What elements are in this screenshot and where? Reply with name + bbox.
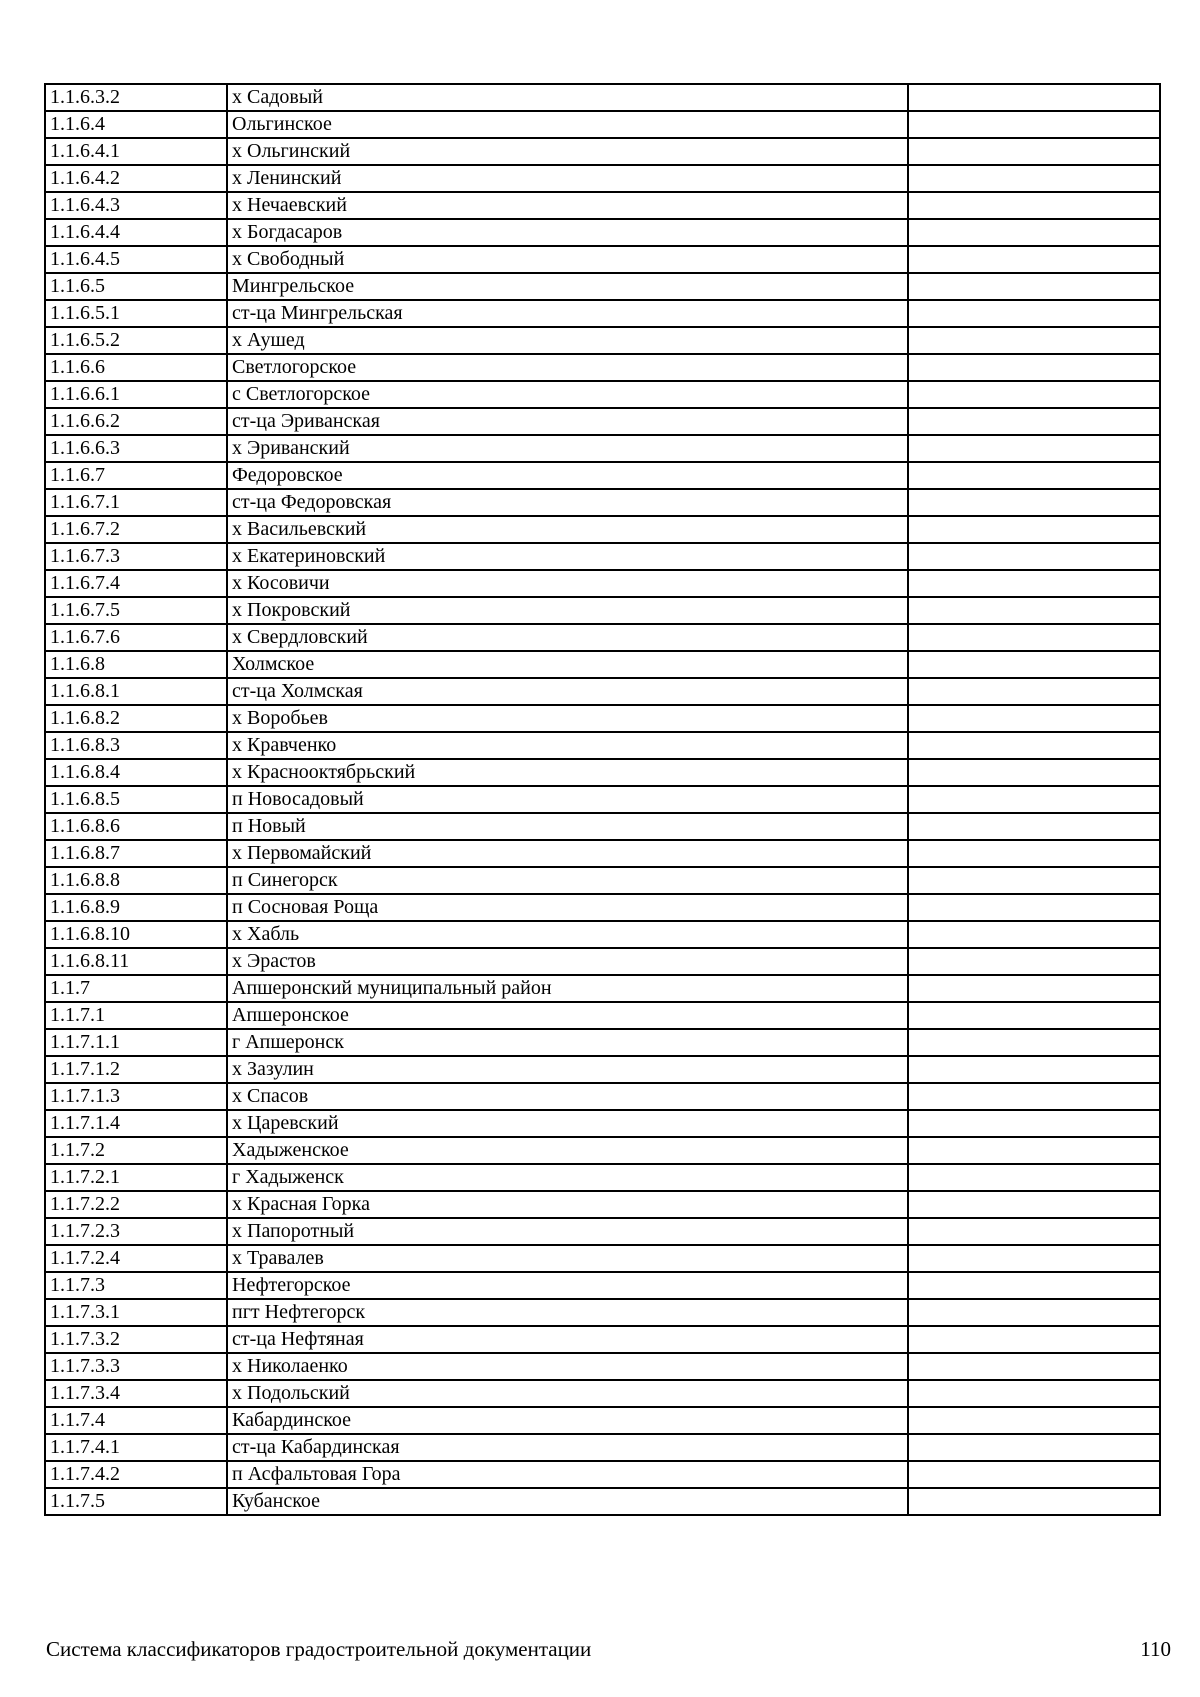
name-cell: х Папоротный xyxy=(227,1218,908,1245)
empty-cell xyxy=(908,705,1160,732)
code-cell: 1.1.6.8.6 xyxy=(45,813,227,840)
code-cell: 1.1.6.8.3 xyxy=(45,732,227,759)
table-row xyxy=(45,111,1160,138)
empty-cell xyxy=(908,678,1160,705)
table-row xyxy=(45,381,1160,408)
footer-document-title: Система классификаторов градостроительной документации xyxy=(46,1637,592,1661)
code-cell: 1.1.7.2 xyxy=(45,1137,227,1164)
code-cell: 1.1.6.7 xyxy=(45,462,227,489)
code-cell: 1.1.7 xyxy=(45,975,227,1002)
empty-cell xyxy=(908,192,1160,219)
table-row xyxy=(45,516,1160,543)
name-cell: х Екатериновский xyxy=(227,543,908,570)
empty-cell xyxy=(908,948,1160,975)
table-row xyxy=(45,1056,1160,1083)
name-cell: х Свободный xyxy=(227,246,908,273)
empty-cell xyxy=(908,300,1160,327)
code-cell: 1.1.6.4.3 xyxy=(45,192,227,219)
code-cell: 1.1.7.4.1 xyxy=(45,1434,227,1461)
table-row xyxy=(45,1326,1160,1353)
name-cell: ст-ца Федоровская xyxy=(227,489,908,516)
code-cell: 1.1.7.2.3 xyxy=(45,1218,227,1245)
code-cell: 1.1.6.6.1 xyxy=(45,381,227,408)
name-cell: х Садовый xyxy=(227,84,908,111)
empty-cell xyxy=(908,354,1160,381)
empty-cell xyxy=(908,1461,1160,1488)
name-cell: х Зазулин xyxy=(227,1056,908,1083)
name-cell: Нефтегорское xyxy=(227,1272,908,1299)
table-row xyxy=(45,921,1160,948)
code-cell: 1.1.6.7.5 xyxy=(45,597,227,624)
table-row xyxy=(45,759,1160,786)
code-cell: 1.1.6.6.2 xyxy=(45,408,227,435)
empty-cell xyxy=(908,1272,1160,1299)
empty-cell xyxy=(908,840,1160,867)
table-row xyxy=(45,246,1160,273)
code-cell: 1.1.7.1.1 xyxy=(45,1029,227,1056)
empty-cell xyxy=(908,867,1160,894)
empty-cell xyxy=(908,1218,1160,1245)
empty-cell xyxy=(908,597,1160,624)
name-cell: х Эриванский xyxy=(227,435,908,462)
name-cell: х Царевский xyxy=(227,1110,908,1137)
page-number: 110 xyxy=(1140,1637,1171,1661)
code-cell: 1.1.6.5.1 xyxy=(45,300,227,327)
code-cell: 1.1.6.8.2 xyxy=(45,705,227,732)
name-cell: х Нечаевский xyxy=(227,192,908,219)
code-cell: 1.1.6.8 xyxy=(45,651,227,678)
table-row xyxy=(45,840,1160,867)
empty-cell xyxy=(908,543,1160,570)
code-cell: 1.1.6.8.4 xyxy=(45,759,227,786)
name-cell: г Апшеронск xyxy=(227,1029,908,1056)
empty-cell xyxy=(908,786,1160,813)
table-row xyxy=(45,1137,1160,1164)
name-cell: х Богдасаров xyxy=(227,219,908,246)
name-cell: х Свердловский xyxy=(227,624,908,651)
table-row xyxy=(45,813,1160,840)
code-cell: 1.1.7.2.1 xyxy=(45,1164,227,1191)
table-row xyxy=(45,570,1160,597)
table-row xyxy=(45,1299,1160,1326)
table-row xyxy=(45,1353,1160,1380)
name-cell: ст-ца Эриванская xyxy=(227,408,908,435)
name-cell: п Синегорск xyxy=(227,867,908,894)
table-row xyxy=(45,192,1160,219)
empty-cell xyxy=(908,1191,1160,1218)
code-cell: 1.1.7.4.2 xyxy=(45,1461,227,1488)
table-row xyxy=(45,300,1160,327)
code-cell: 1.1.7.3.4 xyxy=(45,1380,227,1407)
code-cell: 1.1.6.8.9 xyxy=(45,894,227,921)
table-row xyxy=(45,867,1160,894)
empty-cell xyxy=(908,1380,1160,1407)
name-cell: п Новый xyxy=(227,813,908,840)
name-cell: х Васильевский xyxy=(227,516,908,543)
code-cell: 1.1.6.4.2 xyxy=(45,165,227,192)
name-cell: Мингрельское xyxy=(227,273,908,300)
name-cell: Холмское xyxy=(227,651,908,678)
code-cell: 1.1.7.3 xyxy=(45,1272,227,1299)
table-row xyxy=(45,435,1160,462)
code-cell: 1.1.6.6 xyxy=(45,354,227,381)
code-cell: 1.1.6.3.2 xyxy=(45,84,227,111)
empty-cell xyxy=(908,921,1160,948)
table-row xyxy=(45,1110,1160,1137)
name-cell: с Светлогорское xyxy=(227,381,908,408)
name-cell: Кабардинское xyxy=(227,1407,908,1434)
code-cell: 1.1.6.7.2 xyxy=(45,516,227,543)
code-cell: 1.1.7.4 xyxy=(45,1407,227,1434)
code-cell: 1.1.7.1.2 xyxy=(45,1056,227,1083)
empty-cell xyxy=(908,489,1160,516)
name-cell: ст-ца Нефтяная xyxy=(227,1326,908,1353)
code-cell: 1.1.6.4 xyxy=(45,111,227,138)
code-cell: 1.1.7.2.4 xyxy=(45,1245,227,1272)
table-row xyxy=(45,84,1160,111)
table-row xyxy=(45,543,1160,570)
empty-cell xyxy=(908,1353,1160,1380)
name-cell: х Хабль xyxy=(227,921,908,948)
name-cell: х Покровский xyxy=(227,597,908,624)
empty-cell xyxy=(908,246,1160,273)
name-cell: х Ленинский xyxy=(227,165,908,192)
table-row xyxy=(45,1191,1160,1218)
code-cell: 1.1.6.5 xyxy=(45,273,227,300)
table-row xyxy=(45,138,1160,165)
table-row xyxy=(45,786,1160,813)
name-cell: х Первомайский xyxy=(227,840,908,867)
empty-cell xyxy=(908,759,1160,786)
empty-cell xyxy=(908,813,1160,840)
empty-cell xyxy=(908,84,1160,111)
name-cell: Федоровское xyxy=(227,462,908,489)
classifier-table xyxy=(44,83,1161,1516)
name-cell: Апшеронское xyxy=(227,1002,908,1029)
table-row xyxy=(45,1380,1160,1407)
code-cell: 1.1.7.1.3 xyxy=(45,1083,227,1110)
table-row xyxy=(45,1272,1160,1299)
name-cell: х Николаенко xyxy=(227,1353,908,1380)
table-row xyxy=(45,1407,1160,1434)
name-cell: ст-ца Мингрельская xyxy=(227,300,908,327)
name-cell: п Асфальтовая Гора xyxy=(227,1461,908,1488)
code-cell: 1.1.6.7.6 xyxy=(45,624,227,651)
table-row xyxy=(45,327,1160,354)
table-row xyxy=(45,894,1160,921)
empty-cell xyxy=(908,327,1160,354)
code-cell: 1.1.7.1 xyxy=(45,1002,227,1029)
empty-cell xyxy=(908,1299,1160,1326)
code-cell: 1.1.6.7.3 xyxy=(45,543,227,570)
empty-cell xyxy=(908,624,1160,651)
empty-cell xyxy=(908,732,1160,759)
name-cell: Ольгинское xyxy=(227,111,908,138)
table-row xyxy=(45,975,1160,1002)
empty-cell xyxy=(908,651,1160,678)
table-row xyxy=(45,219,1160,246)
name-cell: п Сосновая Роща xyxy=(227,894,908,921)
name-cell: х Травалев xyxy=(227,1245,908,1272)
code-cell: 1.1.6.8.1 xyxy=(45,678,227,705)
empty-cell xyxy=(908,1110,1160,1137)
table-row xyxy=(45,165,1160,192)
code-cell: 1.1.6.7.1 xyxy=(45,489,227,516)
code-cell: 1.1.6.4.4 xyxy=(45,219,227,246)
empty-cell xyxy=(908,165,1160,192)
classifier-table-body xyxy=(45,84,1160,1515)
code-cell: 1.1.6.8.11 xyxy=(45,948,227,975)
empty-cell xyxy=(908,381,1160,408)
name-cell: г Хадыженск xyxy=(227,1164,908,1191)
name-cell: ст-ца Холмская xyxy=(227,678,908,705)
name-cell: х Спасов xyxy=(227,1083,908,1110)
empty-cell xyxy=(908,1488,1160,1515)
code-cell: 1.1.7.3.3 xyxy=(45,1353,227,1380)
code-cell: 1.1.6.4.1 xyxy=(45,138,227,165)
code-cell: 1.1.6.8.5 xyxy=(45,786,227,813)
name-cell: х Подольский xyxy=(227,1380,908,1407)
code-cell: 1.1.7.5 xyxy=(45,1488,227,1515)
empty-cell xyxy=(908,111,1160,138)
code-cell: 1.1.6.6.3 xyxy=(45,435,227,462)
table-row xyxy=(45,1245,1160,1272)
table-row xyxy=(45,597,1160,624)
code-cell: 1.1.7.2.2 xyxy=(45,1191,227,1218)
code-cell: 1.1.6.8.7 xyxy=(45,840,227,867)
empty-cell xyxy=(908,1029,1160,1056)
empty-cell xyxy=(908,1326,1160,1353)
name-cell: х Эрастов xyxy=(227,948,908,975)
table-row xyxy=(45,624,1160,651)
empty-cell xyxy=(908,408,1160,435)
code-cell: 1.1.6.5.2 xyxy=(45,327,227,354)
empty-cell xyxy=(908,1434,1160,1461)
name-cell: Кубанское xyxy=(227,1488,908,1515)
empty-cell xyxy=(908,219,1160,246)
name-cell: х Аушед xyxy=(227,327,908,354)
table-row xyxy=(45,1002,1160,1029)
name-cell: х Воробьев xyxy=(227,705,908,732)
empty-cell xyxy=(908,462,1160,489)
table-row xyxy=(45,948,1160,975)
name-cell: х Ольгинский xyxy=(227,138,908,165)
table-row xyxy=(45,408,1160,435)
table-row xyxy=(45,273,1160,300)
name-cell: х Кравченко xyxy=(227,732,908,759)
empty-cell xyxy=(908,138,1160,165)
table-row xyxy=(45,1083,1160,1110)
table-row xyxy=(45,462,1160,489)
name-cell: пгт Нефтегорск xyxy=(227,1299,908,1326)
name-cell: ст-ца Кабардинская xyxy=(227,1434,908,1461)
table-row xyxy=(45,651,1160,678)
code-cell: 1.1.7.1.4 xyxy=(45,1110,227,1137)
code-cell: 1.1.6.8.8 xyxy=(45,867,227,894)
name-cell: х Косовичи xyxy=(227,570,908,597)
name-cell: х Красная Горка xyxy=(227,1191,908,1218)
name-cell: Светлогорское xyxy=(227,354,908,381)
table-row xyxy=(45,705,1160,732)
table-row xyxy=(45,489,1160,516)
empty-cell xyxy=(908,1245,1160,1272)
table-row xyxy=(45,1164,1160,1191)
empty-cell xyxy=(908,435,1160,462)
name-cell: п Новосадовый xyxy=(227,786,908,813)
table-row xyxy=(45,732,1160,759)
code-cell: 1.1.7.3.2 xyxy=(45,1326,227,1353)
table-row xyxy=(45,1461,1160,1488)
table-row xyxy=(45,1218,1160,1245)
table-row xyxy=(45,1434,1160,1461)
empty-cell xyxy=(908,570,1160,597)
code-cell: 1.1.6.7.4 xyxy=(45,570,227,597)
code-cell: 1.1.6.8.10 xyxy=(45,921,227,948)
empty-cell xyxy=(908,894,1160,921)
empty-cell xyxy=(908,1002,1160,1029)
table-row xyxy=(45,1029,1160,1056)
table-row xyxy=(45,678,1160,705)
name-cell: Хадыженское xyxy=(227,1137,908,1164)
empty-cell xyxy=(908,1137,1160,1164)
code-cell: 1.1.6.4.5 xyxy=(45,246,227,273)
empty-cell xyxy=(908,975,1160,1002)
name-cell: х Краснооктябрьский xyxy=(227,759,908,786)
empty-cell xyxy=(908,1164,1160,1191)
empty-cell xyxy=(908,1407,1160,1434)
table-row xyxy=(45,1488,1160,1515)
code-cell: 1.1.7.3.1 xyxy=(45,1299,227,1326)
empty-cell xyxy=(908,273,1160,300)
table-row xyxy=(45,354,1160,381)
empty-cell xyxy=(908,1056,1160,1083)
empty-cell xyxy=(908,1083,1160,1110)
name-cell: Апшеронский муниципальный район xyxy=(227,975,908,1002)
empty-cell xyxy=(908,516,1160,543)
